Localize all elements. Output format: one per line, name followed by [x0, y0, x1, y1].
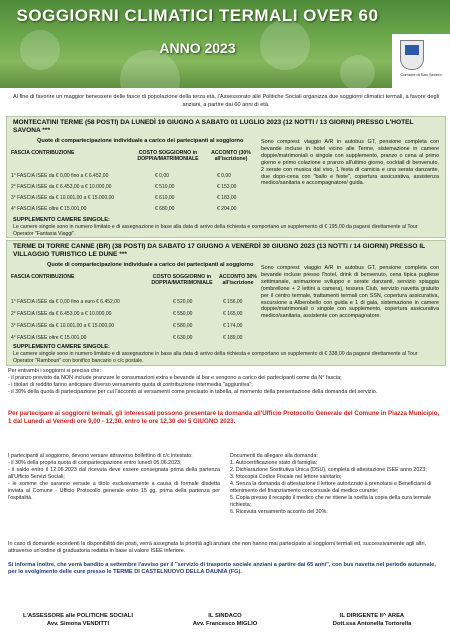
included-services: Sono compresi: viaggio A/R in autobus GT, pensione completa con bevande incluse in hotel vicino alle Terme, sistemazione in camere doppie/matrimoniali o singole con supplemento, pranzo o cena al primo giorno e primo colazione e pranzo all'ultimo giorno, cocktail di benvenuto, 2 serate con musica dal vivo, 1 festa di camicia e una serata danzante, due dopo-cena con "ballo e feste", copertura assicurativa, assistenza medico/sanitaria e accompagnatore/ guida. [261, 139, 439, 187]
table-row-costo: € 510,00 [155, 184, 175, 190]
signature-assessore [8, 612, 148, 628]
city-emblem-icon [400, 40, 424, 70]
table-row-fascia: 3° FASCIA ISEE da € 10.001,00 a € 15.000,00 [11, 195, 115, 201]
table-row-fascia: 4° FASCIA ISEE oltre € 15.001,00 [11, 206, 87, 212]
application-deadline: Per partecipare ai soggiorni termali, gli interessati possono presentare la domanda all'Ufficio Protocollo Generale del Comune in Piazza Municipio, 1 dal Lunedì al Venerdì ore 9,00 - 12,30, entro le ore 12,30 del 5 GIUGNO 2023. [8, 410, 440, 425]
signature-name: Avv. Francesco MIGLIO [192, 621, 258, 627]
signature-sindaco [155, 612, 295, 628]
stay-torre-canne [6, 240, 446, 366]
stay-montecatini [6, 116, 446, 238]
signature-role: IL SINDACO [208, 613, 242, 619]
signature-role: IL DIRIGENTE II^ AREA [339, 613, 405, 619]
quota-subtitle: Quote di compartecipazione individuale a carico dei partecipanti al soggiorno [37, 138, 244, 144]
quota-subtitle: Quote di compartecipazione individuale a carico dei partecipanti al soggiorno [47, 262, 254, 268]
table-row-acconto: € 153,00 [217, 184, 237, 190]
required-documents: Documenti da allegare alla domanda: 1. Autocertificazione stato di famiglia; 2. Dichiarazione Sostitutiva Unica (DSU), completa di attestazione ISEE anno 2023; 3. fotocopia Codice Fiscale nel lettore sanitario; 4. Senza la domanda di attestazione il lettore autorizzato a prenotarsi e Beneficiarsi di ottenimento del finanziamento concorsuale dal medico curante; 5. Copia presso il recapito il medico che ne ritiene la scelta la copia della cura termale richiesta; 6. Ricevuta versamento acconto del 30%. [230, 453, 432, 515]
signature-name: Avv. Simona VENDITTI [46, 621, 110, 627]
supplement-text: Le camere singole sono in numero limitato e di assegnazione in base alla data di arrivo della richiesta e comportano un supplemento di € 338,00 da pagarsi direttamente al Tour Operator "Rambouri" con bonifico bancario o c/c postale. [13, 351, 418, 364]
table-row-costo: € 680,00 [155, 206, 175, 212]
table-row-acconto: € 183,00 [217, 195, 237, 201]
emblem-caption: Comune di San Severo [400, 72, 442, 77]
table-row-costo: € 580,00 [173, 323, 193, 329]
table-row-costo: € 630,00 [173, 335, 193, 341]
table-row-acconto: € 0,00 [217, 173, 231, 179]
table-row-costo: € 610,00 [155, 195, 175, 201]
included-services: Sono compresi: viaggio A/R in autobus GT, pensione completa con bevande incluse presso l'hotel, drink di benvenuto, cena tipica pugliese settimanale, animazione sviluppo e serate danzanti, servizio spiaggia (ombrellone + 2 lettini a camera), tessera Club, servizio navetta gratuito per il centro termale, trattamenti termali con SSN, copertura assicurativa, escursione a Alberobello con guida e 1 di gala, sistemazione in camere doppie/matrimoniali o singole con supplemento, copertura assicurativa medico/sanitaria, assistente con accompagnatore. [261, 265, 439, 320]
table-row-fascia: 1° FASCIA ISEE da € 0,00 fino a euro € 6.452,00 [11, 299, 120, 305]
supplement-title: SUPPLEMENTO CAMERE SINGOLE: [13, 217, 110, 223]
signature-dirigente [302, 612, 442, 628]
table-row-acconto: € 156,00 [223, 299, 243, 305]
transport-notice: Si informa inoltre, che verrà bandito a settembre l'avviso per il "servizio di trasporto sociale anziani a partire dai 65 anni", con bus navetta nel periodo autunnale, per lo svolgimento delle cure presso le TERME DI CASTELNUOVO DELLA DAUNIA (FG). [8, 562, 436, 575]
stay-title: MONTECATINI TERME (58 POSTI) DA LUNEDÌ 19 GIUGNO A SABATO 01 LUGLIO 2023 (12 NOTTI / 13 GIORNI) PRESSO L'HOTEL SAVONA *** [13, 119, 414, 134]
supplement-text: Le camere singole sono in numero limitato e di assegnazione in base alla data di arrivo della richiesta e comportano un supplemento di € 195,00 da pagarsi direttamente al Tour Operator "Fantasia Viaggi". [13, 224, 418, 237]
col-header-costo: COSTO SOGGIORNO in DOPPIA/MATRIMONIALE [151, 274, 213, 286]
table-row-costo: € 0,00 [155, 173, 169, 179]
table-row-fascia: 2° FASCIA ISEE da € 6.453,00 a € 10.000,00 [11, 184, 112, 190]
table-row-acconto: € 165,00 [223, 311, 243, 317]
table-row-acconto: € 174,00 [223, 323, 243, 329]
table-row-fascia: 1° FASCIA ISEE da € 0,00 fino a € 6.452,00 [11, 173, 109, 179]
page-year: ANNO 2023 [159, 40, 236, 56]
col-header-acconto: ACCONTO 30% all'iscrizione [219, 274, 257, 286]
col-header-acconto: ACCONTO (30% all'iscrizione) [211, 150, 251, 162]
table-row-acconto: € 204,00 [217, 206, 237, 212]
table-row-acconto: € 189,00 [223, 335, 243, 341]
col-header-fascia: FASCIA CONTRIBUZIONE [11, 150, 75, 156]
col-header-costo: COSTO SOGGIORNO in DOPPIA/MATRIMONIALE [137, 150, 199, 162]
decor-bubble [340, 55, 375, 88]
table-row-fascia: 4° FASCIA ISEE oltre € 15.001,00 [11, 335, 87, 341]
supplement-title: SUPPLEMENTO CAMERE SINGOLE: [13, 344, 110, 350]
page-title: SOGGIORNI CLIMATICI TERMALI OVER 60 [16, 6, 379, 25]
col-header-fascia: FASCIA CONTRIBUZIONE [11, 274, 75, 280]
signature-name: Dott.ssa Antonella Tortorella [332, 621, 412, 627]
payment-instructions: I partecipanti al soggiorno, devono versare attraverso bollettino di c/c intestato: - il 30% della propria quota di compartecipazione entro lunedì 05.06.2023; - il saldo entro il 12.06.2023 dal ricevuta deve essere consegnata prima della partenza all'Ufficio Servizi Sociali; - le somme che saranno versate a titolo esclusivamente a causa di formale disdetta inviata al Comune - Ufficio Protocollo generale entro 15 gg. prima della partenza per l'ospitalità. [8, 453, 220, 501]
table-row-fascia: 3° FASCIA ISEE da € 10.001,00 a € 15.000,00 [11, 323, 115, 329]
stay-title: TERME DI TORRE CANNE (BR) (38 POSTI) DA SABATO 17 GIUGNO A VENERDÌ 30 GIUGNO 2023 (13 NOTTI / 14 GIORNI) PRESSO IL VILLAGGIO TURISTICO LE DUNE *** [13, 243, 426, 258]
table-row-costo: € 520,00 [173, 299, 193, 305]
general-notes: Per entrambi i soggiorni si precisa che: - il pranzo previsto da NON include pranzare le consumazioni extra e bevande al bar e vengono a carico dei partecipanti come da N° fascia; - i titolari di reddito fanno anticipare diverso versamento quota di contribuzione intermedia "aggiuntiva"; - il 30% della quota di partecipazione per cui l'acconto ai versamenti come precisato in tabella, al momento della presentazione della domanda del servizio. [8, 368, 378, 395]
intro-text: Al fine di favorire un maggior benessere delle fasce di popolazione della terza età, l'Assessorato alle Politiche Sociali organizza due soggiorni climatici termali, a favore degli anziani, a partire dai 60 anni di età. [12, 94, 440, 108]
header-banner [0, 0, 450, 88]
signature-role: L'ASSESSORE alle POLITICHE SOCIALI [23, 613, 133, 619]
priority-note: In caso di domande eccedenti la disponibilità dei posti, verrà assegnata la priorità agli anziani che non hanno mai partecipato ai soggiorni termali ed, successivamente agli altri, attraverso un'ordine di graduatoria redatta in base al valore ISEE inferiore. [8, 541, 427, 554]
table-row-fascia: 2° FASCIA ISEE da € 6.453,00 a € 10.000,00 [11, 311, 112, 317]
table-row-costo: € 550,00 [173, 311, 193, 317]
